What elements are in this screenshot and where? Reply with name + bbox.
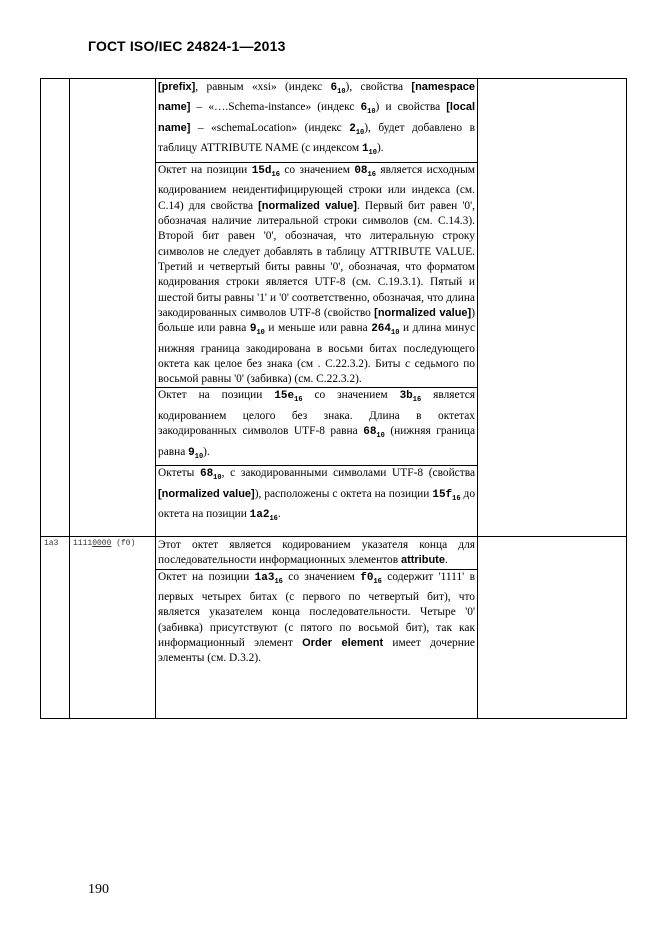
- description-paragraph: [158, 538, 475, 569]
- radix-subscript: 10: [337, 88, 346, 97]
- code-value: [361, 143, 377, 158]
- property-name: [normalized value]: [158, 487, 255, 500]
- radix-subscript: 16: [271, 171, 280, 180]
- radix-subscript: 16: [367, 171, 376, 180]
- code-digits: 15f: [432, 488, 453, 501]
- table-row: [41, 537, 627, 719]
- code-value: [249, 509, 278, 524]
- code-digits: 68: [363, 426, 377, 439]
- text-run: Октет на позиции: [158, 163, 252, 176]
- code-value: [274, 390, 303, 405]
- document-header: ГОСТ ISO/IEC 24824-1—2013: [88, 38, 286, 54]
- description-cell: [156, 537, 478, 719]
- code-digits: 1: [361, 143, 369, 156]
- code-value: [255, 572, 283, 584]
- radix-subscript: 10: [391, 329, 400, 338]
- code-value: [251, 164, 280, 180]
- radix-subscript: 10: [367, 108, 376, 117]
- code-digits: 1a2: [249, 509, 270, 522]
- code-value: [360, 102, 376, 117]
- code-digits: 2: [349, 122, 356, 135]
- text-run: ), свойства: [345, 81, 412, 93]
- radix-subscript: 10: [194, 452, 204, 461]
- code-digits: 1a3: [254, 571, 275, 584]
- code-value: [188, 447, 203, 459]
- text-run: до октета на позиции: [158, 487, 476, 521]
- text-run: Октет на позиции: [158, 389, 275, 402]
- property-name: Order element: [302, 636, 384, 649]
- text-run: . Первый бит равен '0', обозначая наличие литеральной строки символов (см. С.14.3). Второй бит равен '0', обозначая, что литеральную строку символов не следует добавлять в таблицу ATTRIBUTE VALUE. Третий и четвертый биты равны '0', обозначая, что форматом кодирования строки является UTF-8 (см. С.19.3.1). Пятый и шестой биты равны '1' и '0' соответственно, обозначая, что длина закодированных символов UTF-8 (свойство: [158, 199, 476, 319]
- text-run: со значением: [279, 163, 355, 176]
- description-cell: [156, 79, 478, 537]
- property-name: attribute: [400, 554, 445, 567]
- text-run: и меньше или равна: [264, 322, 372, 335]
- code-value: [349, 122, 365, 138]
- radix-subscript: 16: [269, 515, 278, 524]
- bits-cell: [70, 537, 156, 719]
- code-digits: 9: [188, 446, 195, 459]
- description-text: [156, 79, 477, 528]
- description-paragraph: [158, 163, 475, 388]
- text-run: .: [444, 554, 448, 567]
- page-number: 190: [88, 882, 109, 897]
- code-digits: 08: [354, 164, 368, 177]
- radix-subscript: 16: [452, 494, 461, 503]
- text-run: – «….Schema-instance» (индекс: [190, 101, 361, 114]
- property-name: [normalized value]: [374, 306, 472, 319]
- code-value: [371, 323, 400, 338]
- text-run: со значением: [282, 570, 361, 583]
- radix-subscript: 10: [368, 149, 377, 158]
- text-run: , с закодированными символами UTF-8 (свойства: [221, 467, 476, 480]
- bits-cell: [70, 79, 156, 537]
- code-value: [360, 572, 382, 584]
- code-digits: 68: [199, 468, 214, 481]
- description-paragraph: [158, 466, 475, 527]
- radix-subscript: 16: [412, 396, 422, 405]
- text-run: ) больше или равна: [158, 306, 475, 335]
- code-value: [399, 390, 422, 405]
- code-digits: 3b: [399, 390, 413, 403]
- code-digits: 6: [360, 102, 368, 115]
- text-run: и длина минус нижняя граница закодирована в восьми битах последующего октета как целое без знака (см . С.22.3.2). Биты с седьмого по восьмой равны '0' (забивка) (см. С.22.3.2).: [158, 322, 475, 386]
- code-digits: 9: [249, 323, 257, 336]
- text-run: Этот октет является кодированием указателя конца для последовательности информационных элементов: [158, 539, 475, 567]
- text-run: ), расположены с октета на позиции: [254, 487, 433, 500]
- code-digits: 264: [371, 323, 391, 336]
- position-cell: [41, 537, 70, 719]
- text-run: (нижняя граница равна: [158, 425, 476, 458]
- text-run: является кодированием целого без знака. Длина в октетах закодированных символов UTF-8 равна: [158, 389, 475, 438]
- text-run: .: [277, 508, 281, 521]
- radix-subscript: 10: [213, 474, 222, 483]
- radix-subscript: 10: [355, 129, 365, 138]
- text-run: ) и свойства: [375, 101, 447, 114]
- code-value: [363, 426, 385, 441]
- radix-subscript: 16: [373, 577, 382, 586]
- code-value: [330, 82, 346, 97]
- property-name: [namespace name]: [158, 81, 475, 114]
- text-run: является исходным кодированием неидентифицирующей строки или индекса (см. С.14) для свойства: [158, 163, 475, 212]
- code-value: [199, 468, 222, 483]
- bits-hex: (f0): [111, 539, 136, 548]
- bits-plain: 1111: [73, 539, 93, 548]
- bits-underlined: 0000: [92, 539, 112, 548]
- text-run: ).: [376, 142, 384, 155]
- description-paragraph: [158, 570, 475, 667]
- property-name: [normalized value]: [258, 199, 357, 212]
- table-row: [41, 79, 627, 537]
- code-digits: f0: [360, 571, 374, 584]
- property-name: [prefix]: [158, 81, 196, 93]
- encoding-table: [40, 78, 627, 719]
- comment-cell: [478, 537, 627, 719]
- position-cell: [41, 79, 70, 537]
- text-run: имеет дочерние элементы (см. D.3.2).: [158, 636, 475, 665]
- octet-bits: [70, 537, 155, 548]
- radix-subscript: 10: [376, 432, 385, 441]
- text-run: ), будет добавлено в таблицу ATTRIBUTE NAME (с индексом: [158, 121, 475, 155]
- code-value: [432, 489, 460, 501]
- text-run: Октеты: [158, 467, 200, 480]
- text-run: , равным «xsi» (индекс: [195, 81, 331, 93]
- code-digits: 15d: [251, 164, 272, 177]
- description-paragraph: [158, 80, 475, 162]
- text-run: содержит '1111' в первых четырех битах (с первого по четвертый бит), что является указателем конца последовательности. Четыре '0' (забивка) присутствуют (с пятого по восьмой бит), так как информационный элемент: [158, 570, 475, 649]
- comment-cell: [478, 79, 627, 537]
- text-run: со значением: [302, 389, 400, 402]
- description-text: [156, 537, 477, 667]
- code-value: [354, 164, 376, 180]
- text-run: ).: [203, 445, 210, 458]
- radix-subscript: 16: [294, 396, 303, 405]
- octet-position: 1a3: [44, 539, 59, 548]
- property-name: [local name]: [158, 101, 475, 134]
- code-value: [249, 323, 265, 338]
- description-paragraph: [158, 388, 475, 465]
- text-run: Октет на позиции: [158, 570, 255, 583]
- text-run: – «schemaLocation» (индекс: [190, 121, 350, 134]
- radix-subscript: 10: [256, 329, 265, 338]
- code-digits: 15e: [274, 390, 295, 403]
- code-digits: 6: [330, 82, 338, 94]
- radix-subscript: 16: [274, 577, 283, 586]
